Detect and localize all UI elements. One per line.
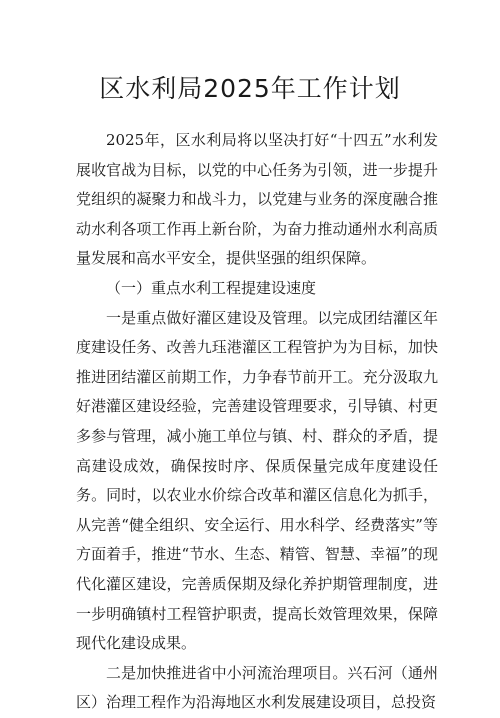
section-heading: （一）重点水利工程提建设速度: [106, 278, 317, 297]
intro-paragraph: 2025年，区水利局将以坚决打好“十四五”水利发展收官战为目标，以党的中心任务为引领，进一步提升党组织的凝聚力和战斗力，以党建与业务的深度融合推动水利各项工作再上新台阶，为奋力推动通州水利高质量发展和高水平安全，提供坚强的组织保障。: [76, 131, 438, 268]
body-paragraph-2: 二是加快推进省中小河流治理项目。兴石河（通州区）治理工程作为沿海地区水利发展建设项目，总投资: [76, 663, 438, 712]
body-paragraph-1: 一是重点做好灌区建设及管理。以完成团结灌区年度建设任务、改善九珏港灌区工程管护为为目标，加快推进团结灌区前期工作，力争春节前开工。充分汲取九好港灌区建设经验，完善建设管理要求，引导镇、村更多参与管理，减小施工单位与镇、村、群众的矛盾，提高建设成效，确保按时序、保质保量完成年度建设任务。同时，以农业水价综合改革和灌区信息化为抓手，从完善“健全组织、安全运行、用水科学、经费落实”等方面着手，推进“节水、生态、精管、智慧、幸福”的现代化灌区建设，完善质保期及绿化养护期管理制度，进一步明确镇村工程管护职责，提高长效管理效果，保障现代化建设成果。: [76, 308, 438, 653]
document-title: 区水利局2025年工作计划: [99, 74, 401, 103]
